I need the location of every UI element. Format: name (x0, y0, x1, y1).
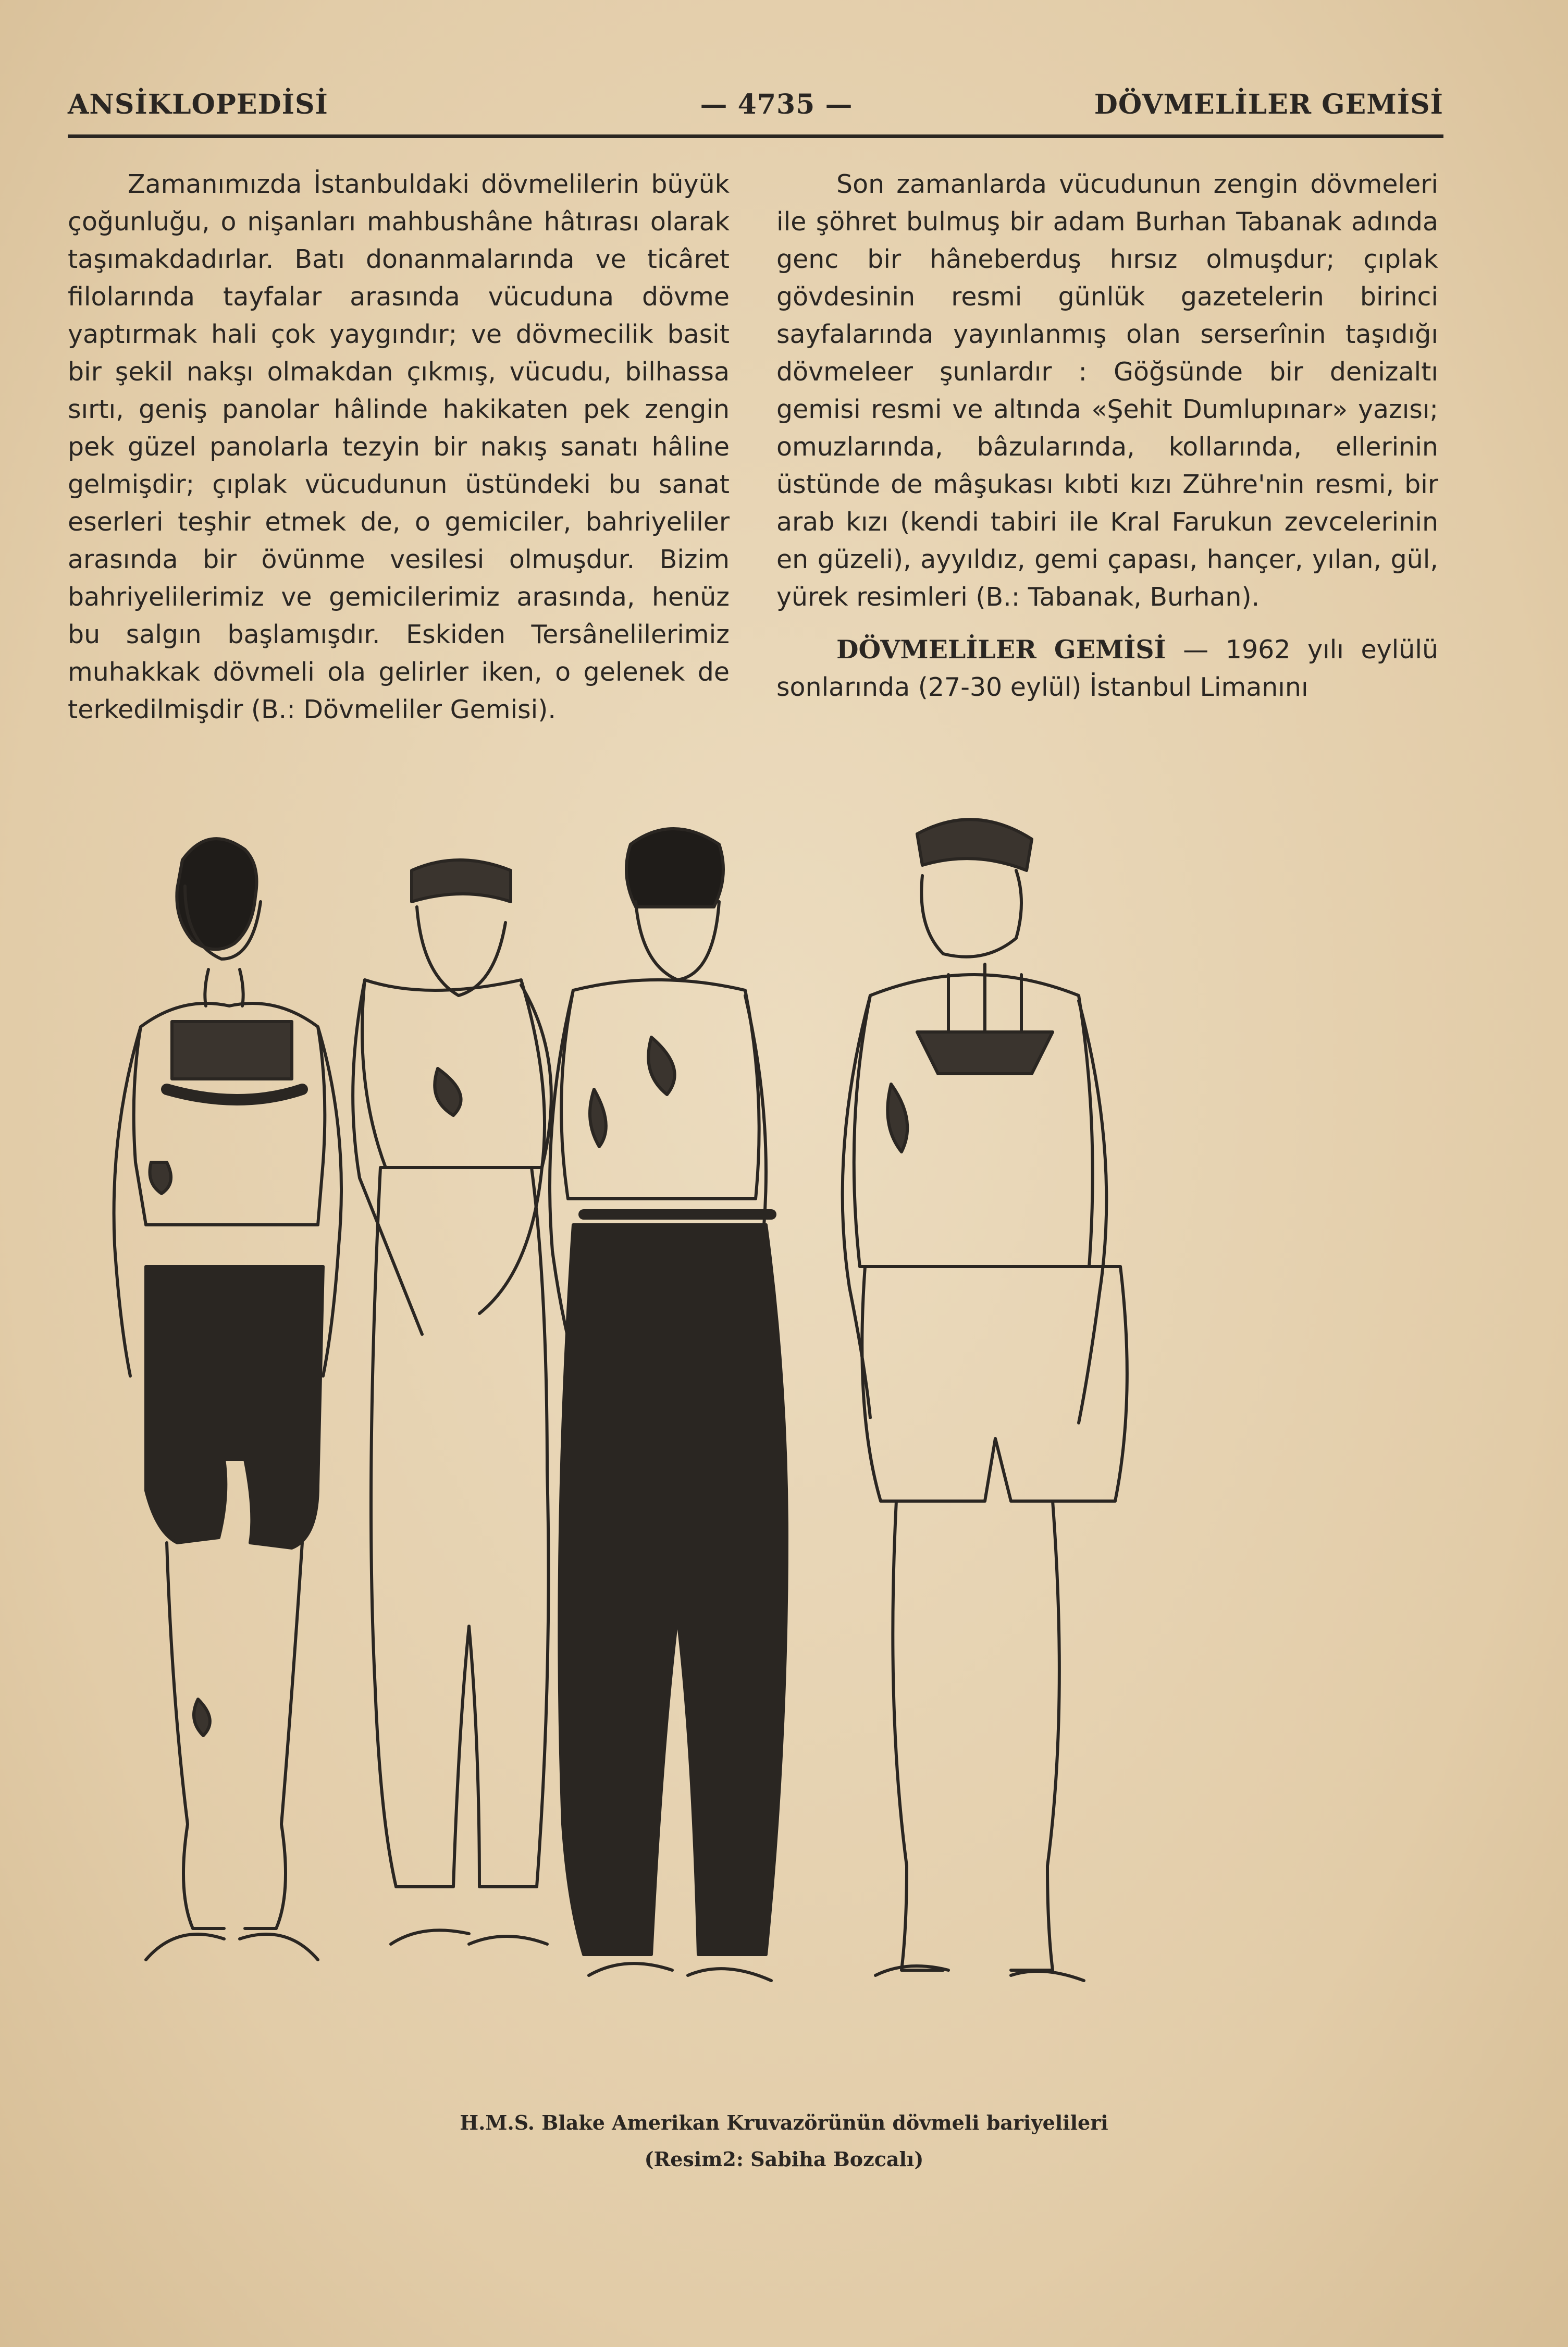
header-left-title: ANSİKLOPEDİSİ (68, 89, 328, 120)
tattooed-sailors-illustration (73, 797, 1443, 2100)
right-column (776, 166, 1438, 706)
sailor-figure-1 (114, 839, 341, 1960)
figure-credit: (Resim2: Sabiha Bozcalı) (644, 2147, 924, 2171)
page-number: — 4735 — (700, 89, 853, 120)
header-right-title: DÖVMELİLER GEMİSİ (1094, 89, 1443, 120)
figure-caption: H.M.S. Blake Amerikan Kruvazörünün dövmeli bariyelileri (460, 2111, 1108, 2134)
sailor-figure-2 (353, 860, 551, 1944)
entry-title: DÖVMELİLER GEMİSİ (836, 634, 1166, 665)
sailor-figure-3 (550, 829, 787, 1981)
entry-paragraph (776, 631, 1438, 706)
right-paragraph: Son zamanlarda vücudunun zengin dövmeleri ile şöhret bulmuş bir adam Burhan Tabanak adında genc bir hâneberduş hırsız olmuşdur; çıplak gövdesinin resmi günlük gazetelerin birinci sayfalarında yayınlanmış olan serserînin taşıdığı dövmeleer şunlardır : Göğsünde bir denizaltı gemisi resmi ve altında «Şehit Dumlupınar» yazısı; omuzlarında, bâzularında, kollarında, ellerinin üstünde de mâşukası kıbti kızı Zühre'nin resmi, bir arab kızı (kendi tabiri ile Kral Farukun zevcelerinin en güzeli), ayyıldız, gemi çapası, hançer, yılan, gül, yürek resimleri (B.: Tabanak, Burhan). (776, 169, 1438, 612)
left-column (68, 166, 730, 729)
sailor-figure-4 (843, 819, 1127, 1981)
left-paragraph: Zamanımızda İstanbuldaki dövmelilerin büyük çoğunluğu, o nişanları mahbushâne hâtırası olarak taşımakdadırlar. Batı donanmalarında ve ticâret filolarında tayfalar arasında vücuduna dövme yaptırmak hali çok yaygındır; ve dövmecilik basit bir şekil nakşı olmakdan çıkmış, vücudu, bilhassa sırtı, geniş panolar hâlinde hakikaten pek zengin pek güzel panolarla tezyin bir nakış sanatı hâline gelmişdir; çıplak vücudunun üstündeki bu sanat eserleri teşhir etmek de, o gemiciler, bahriyeliler arasında bir övünme vesilesi olmuşdur. Bizim bahriyelilerimiz ve gemicilerimiz arasında, henüz bu salgın başlamışdır. Eskiden Tersânelilerimiz muhakkak dövmeli ola gelirler iken, o gelenek de terkedilmişdir (B.: Dövmeliler Gemisi). (68, 169, 730, 724)
entry-text: — 1962 yılı eylülü sonlarında (27-30 eylül) İstanbul Limanını (776, 635, 1439, 702)
header-rule (68, 134, 1443, 138)
